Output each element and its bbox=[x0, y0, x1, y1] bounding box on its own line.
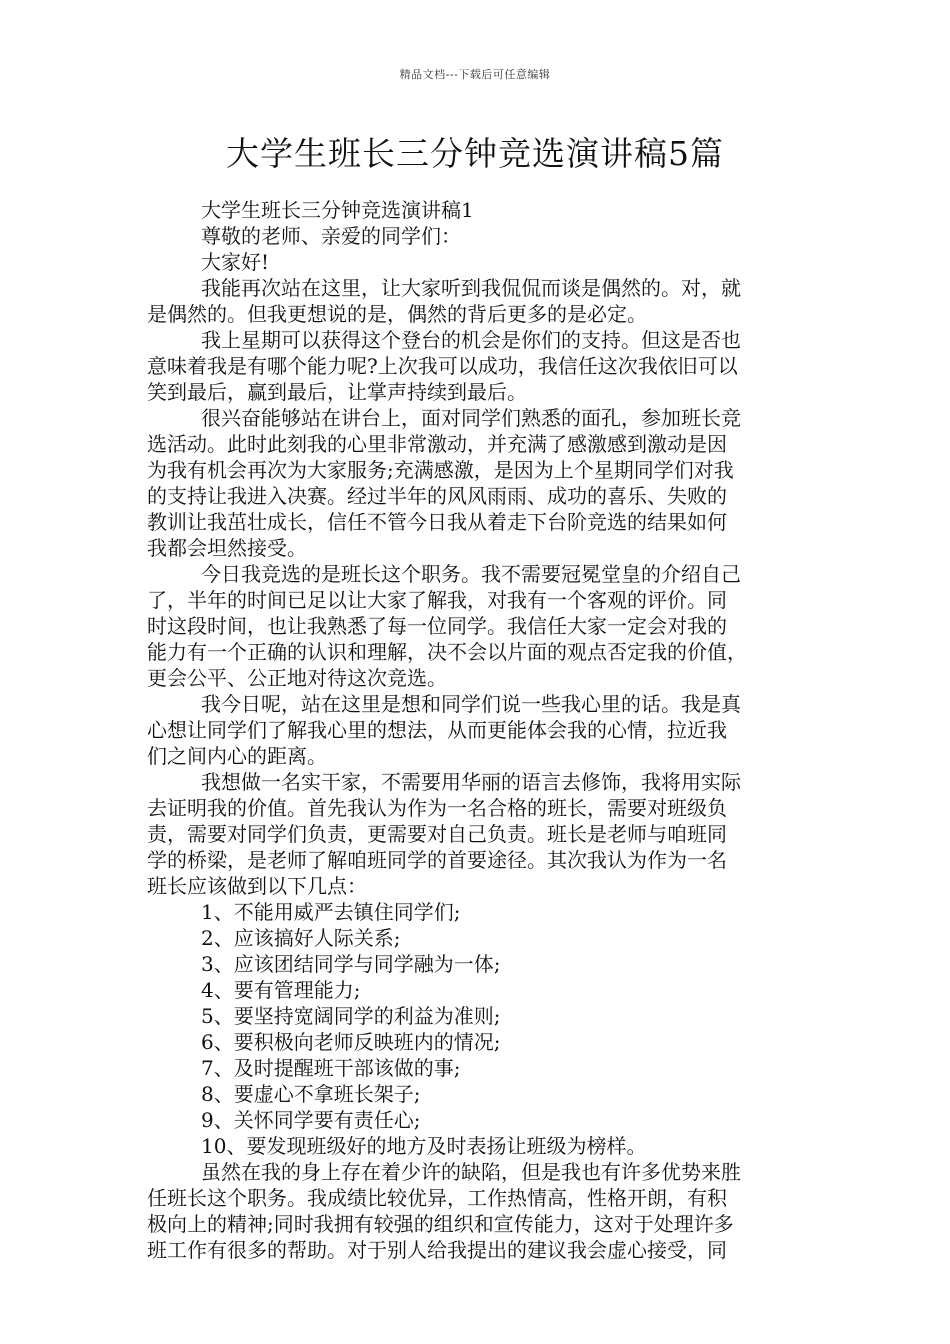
paragraph-line: 能力有一个正确的认识和理解，决不会以片面的观点否定我的价值， bbox=[147, 640, 747, 664]
paragraph-line: 3、应该团结同学与同学融为一体; bbox=[201, 952, 501, 976]
paragraph-line: 意味着我是有哪个能力呢?上次我可以成功，我信任这次我依旧可以 bbox=[147, 354, 738, 378]
paragraph-line: 2、应该搞好人际关系; bbox=[201, 926, 401, 950]
paragraph-line: 班长应该做到以下几点： bbox=[147, 874, 367, 898]
paragraph-line: 尊敬的老师、亲爱的同学们： bbox=[201, 224, 461, 248]
document-body bbox=[147, 197, 811, 1263]
paragraph-line: 责，需要对同学们负责，更需要对自己负责。班长是老师与咱班同 bbox=[147, 822, 727, 846]
paragraph-line: 我都会坦然接受。 bbox=[147, 536, 307, 560]
paragraph-line: 4、要有管理能力; bbox=[201, 978, 361, 1002]
paragraph-line: 笑到最后，赢到最后，让掌声持续到最后。 bbox=[147, 380, 527, 404]
paragraph-line: 学的桥梁，是老师了解咱班同学的首要途径。其次我认为作为一名 bbox=[147, 848, 727, 872]
paragraph-line: 班工作有很多的帮助。对于别人给我提出的建议我会虚心接受，同 bbox=[147, 1238, 727, 1262]
document-title: 大学生班长三分钟竞选演讲稿5篇 bbox=[226, 134, 724, 173]
paragraph-line: 为我有机会再次为大家服务;充满感激，是因为上个星期同学们对我 bbox=[147, 458, 734, 482]
paragraph-line: 更会公平、公正地对待这次竞选。 bbox=[147, 666, 447, 690]
paragraph-line: 1、不能用威严去镇住同学们; bbox=[201, 900, 461, 924]
paragraph-line: 极向上的精神;同时我拥有较强的组织和宣传能力，这对于处理许多 bbox=[147, 1212, 734, 1236]
paragraph-line: 很兴奋能够站在讲台上，面对同学们熟悉的面孔，参加班长竞 bbox=[201, 406, 741, 430]
paragraph-line: 我上星期可以获得这个登台的机会是你们的支持。但这是否也 bbox=[201, 328, 741, 352]
paragraph-line: 大家好! bbox=[201, 250, 270, 274]
paragraph-line: 今日我竞选的是班长这个职务。我不需要冠冕堂皇的介绍自己 bbox=[201, 562, 741, 586]
paragraph-line: 任班长这个职务。我成绩比较优异，工作热情高，性格开朗，有积 bbox=[147, 1186, 727, 1210]
page-header: 精品文档---下载后可任意编辑 bbox=[399, 68, 551, 81]
paragraph-line: 时这段时间，也让我熟悉了每一位同学。我信任大家一定会对我的 bbox=[147, 614, 727, 638]
paragraph-line: 虽然在我的身上存在着少许的缺陷，但是我也有许多优势来胜 bbox=[201, 1160, 741, 1184]
paragraph-line: 是偶然的。但我更想说的是，偶然的背后更多的是必定。 bbox=[147, 302, 647, 326]
paragraph-line: 的支持让我进入决赛。经过半年的风风雨雨、成功的喜乐、失败的 bbox=[147, 484, 727, 508]
paragraph-line: 5、要坚持宽阔同学的利益为准则; bbox=[201, 1004, 501, 1028]
paragraph-line: 去证明我的价值。首先我认为作为一名合格的班长，需要对班级负 bbox=[147, 796, 727, 820]
paragraph-line: 7、及时提醒班干部该做的事; bbox=[201, 1056, 461, 1080]
paragraph-line: 了，半年的时间已足以让大家了解我，对我有一个客观的评价。同 bbox=[147, 588, 727, 612]
paragraph-line: 心想让同学们了解我心里的想法，从而更能体会我的心情，拉近我 bbox=[147, 718, 727, 742]
paragraph-line: 8、要虚心不拿班长架子; bbox=[201, 1082, 421, 1106]
paragraph-line: 们之间内心的距离。 bbox=[147, 744, 327, 768]
paragraph-line: 教训让我茁壮成长，信任不管今日我从着走下台阶竞选的结果如何 bbox=[147, 510, 727, 534]
paragraph-line: 9、关怀同学要有责任心; bbox=[201, 1108, 421, 1132]
paragraph-line: 10、要发现班级好的地方及时表扬让班级为榜样。 bbox=[201, 1134, 647, 1158]
paragraph-line: 6、要积极向老师反映班内的情况; bbox=[201, 1030, 501, 1054]
paragraph-line: 我今日呢，站在这里是想和同学们说一些我心里的话。我是真 bbox=[201, 692, 741, 716]
paragraph-line: 选活动。此时此刻我的心里非常激动，并充满了感激感到激动是因 bbox=[147, 432, 727, 456]
paragraph-line: 大学生班长三分钟竞选演讲稿1 bbox=[201, 198, 474, 222]
paragraph-line: 我想做一名实干家，不需要用华丽的语言去修饰，我将用实际 bbox=[201, 770, 741, 794]
paragraph-line: 我能再次站在这里，让大家听到我侃侃而谈是偶然的。对，就 bbox=[201, 276, 741, 300]
